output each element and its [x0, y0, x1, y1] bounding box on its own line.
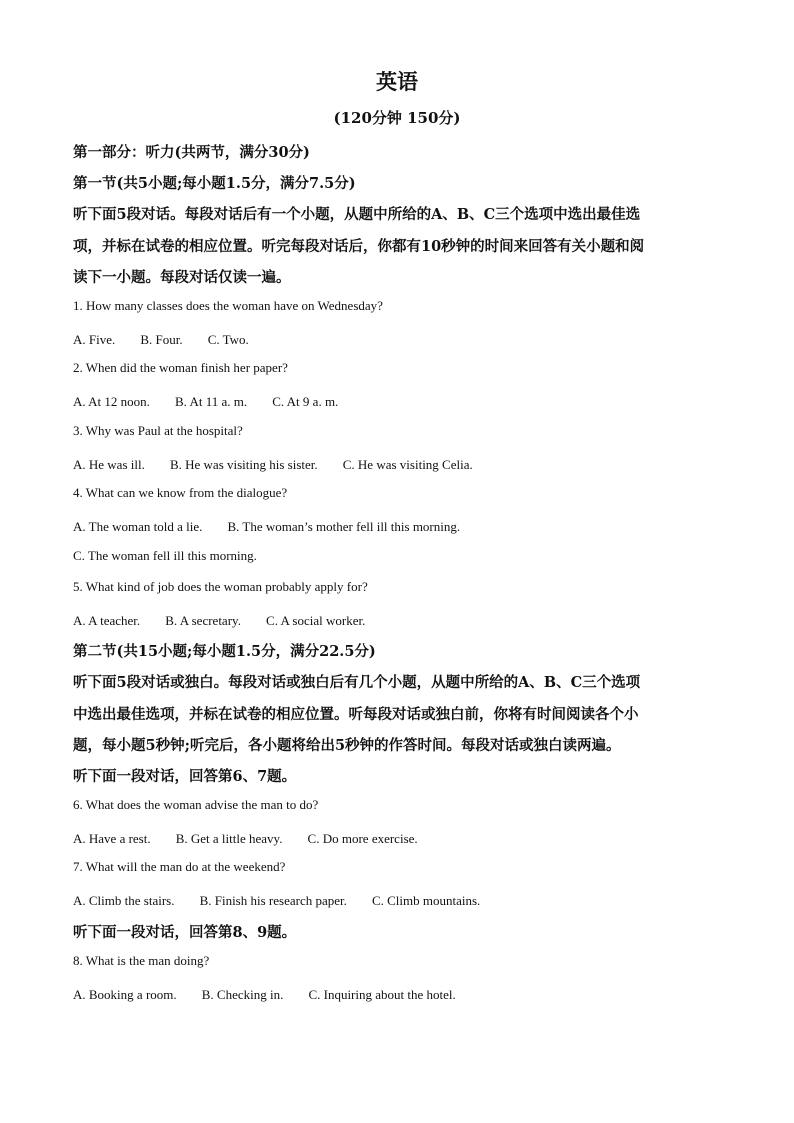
section2-instructions-line: 听下面5段对话或独白。每段对话或独白后有几个小题，从题中所给的A、B、C三个选项 [73, 674, 641, 691]
question-7-options [73, 890, 500, 909]
section1-instructions-line: 听下面5段对话。每段对话后有一个小题，从题中所给的A、B、C三个选项中选出最佳选 [73, 206, 641, 223]
option: B. Four. [140, 332, 183, 347]
option: C. Do more exercise. [307, 831, 418, 846]
question-2-options [73, 391, 358, 410]
section1-instructions-line: 项，并标在试卷的相应位置。听完每段对话后，你都有10秒钟的时间来回答有关小题和阅 [73, 238, 645, 255]
option: B. Checking in. [201, 987, 284, 1002]
question-5-options [73, 610, 385, 629]
section2-instructions-line: 中选出最佳选项，并标在试卷的相应位置。听每段对话或独白前，你将有时间阅读各个小 [73, 706, 639, 723]
dialogue-6-7-heading: 听下面一段对话，回答第6、7题。 [73, 768, 297, 785]
question-4-option-c: C. The woman fell ill this morning. [73, 548, 257, 563]
question-5: 5. What kind of job does the woman probably apply for? [73, 579, 368, 594]
option: B. At 11 a. m. [175, 394, 248, 409]
question-3-options [73, 454, 493, 473]
question-8-options [73, 984, 476, 1003]
option: B. The woman’s mother fell ill this morning. [227, 519, 461, 534]
option: A. Climb the stairs. [73, 893, 175, 908]
option: A. A teacher. [73, 613, 141, 628]
option: C. At 9 a. m. [272, 394, 339, 409]
question-1-options [73, 329, 269, 348]
option: A. At 12 noon. [73, 394, 150, 409]
exam-duration-score: (120分钟 150分) [333, 109, 461, 127]
section2-heading: 第二节(共15小题;每小题1.5分，满分22.5分) [73, 643, 376, 660]
option: A. The woman told a lie. [73, 519, 203, 534]
option: C. Two. [207, 332, 249, 347]
option: C. He was visiting Celia. [342, 457, 473, 472]
option: C. Climb mountains. [371, 893, 481, 908]
section2-instructions-line: 题，每小题5秒钟;听完后，各小题将给出5秒钟的作答时间。每段对话或独白读两遍。 [73, 737, 621, 754]
option: A. He was ill. [73, 457, 145, 472]
question-3: 3. Why was Paul at the hospital? [73, 423, 243, 438]
part1-heading: 第一部分：听力(共两节，满分30分) [73, 144, 310, 161]
option: A. Booking a room. [73, 987, 177, 1002]
question-4-options [73, 516, 480, 535]
option: A. Have a rest. [73, 831, 151, 846]
option: B. A secretary. [165, 613, 241, 628]
question-1: 1. How many classes does the woman have on Wednesday? [73, 298, 383, 313]
option: C. Inquiring about the hotel. [308, 987, 456, 1002]
option: B. Finish his research paper. [199, 893, 347, 908]
option: B. Get a little heavy. [175, 831, 283, 846]
question-4: 4. What can we know from the dialogue? [73, 485, 288, 500]
option: B. He was visiting his sister. [169, 457, 318, 472]
option: A. Five. [73, 332, 116, 347]
question-6: 6. What does the woman advise the man to do? [73, 797, 319, 812]
question-7: 7. What will the man do at the weekend? [73, 859, 286, 874]
question-8: 8. What is the man doing? [73, 953, 210, 968]
dialogue-8-9-heading: 听下面一段对话，回答第8、9题。 [73, 924, 297, 941]
section1-heading: 第一节(共5小题;每小题1.5分，满分7.5分) [73, 175, 356, 192]
page-title: 英语 [376, 69, 418, 94]
option: C. A social worker. [266, 613, 366, 628]
section1-instructions-line: 读下一小题。每段对话仅读一遍。 [73, 269, 291, 286]
question-2: 2. When did the woman finish her paper? [73, 360, 288, 375]
question-6-options [73, 828, 438, 847]
